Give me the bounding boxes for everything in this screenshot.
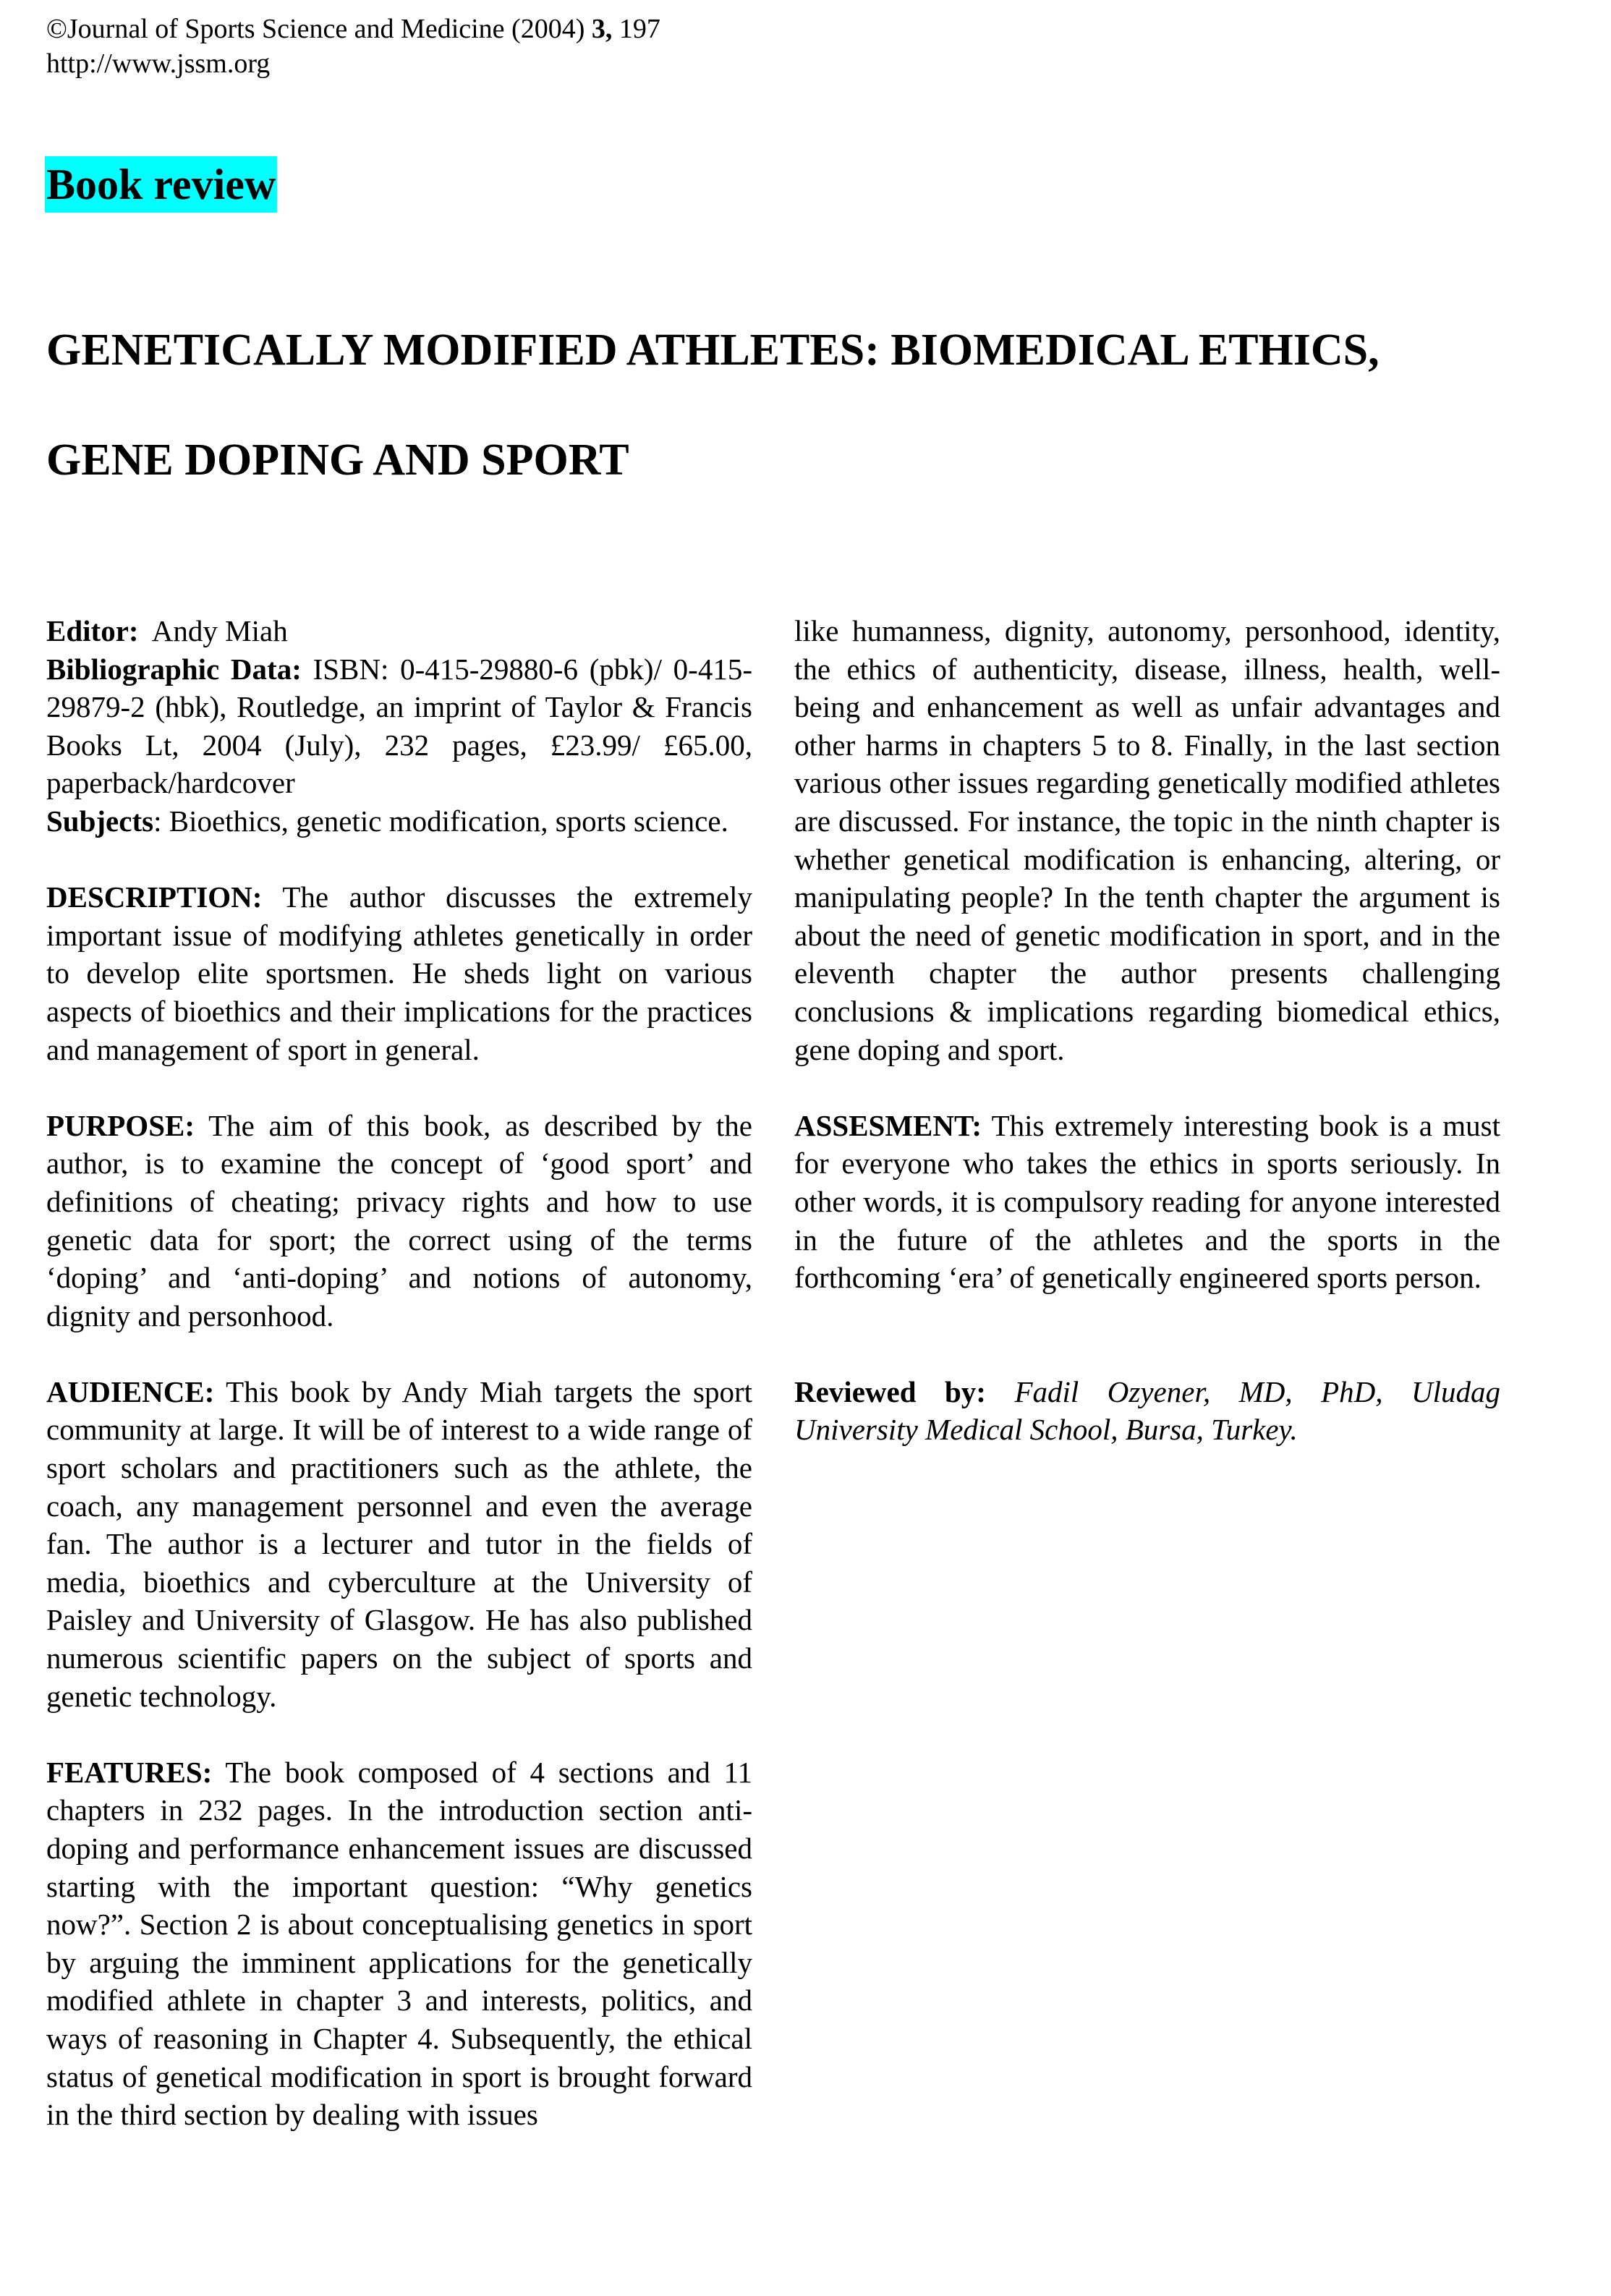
journal-header [46, 12, 660, 81]
purpose-text: The aim of this book, as described by the author, is to examine the concept of ‘good sport’ and definitions of cheating; privacy rights and how to use genetic data for sport; the correct using of the terms ‘doping’ and ‘anti-doping’ and notions of autonomy, dignity and personhood. [46, 1108, 752, 1332]
subjects-line [46, 802, 752, 841]
article-title-line-2: GENE DOPING AND SPORT [46, 435, 629, 485]
journal-page: 197 [612, 14, 660, 44]
reviewer-details: Fadil Ozyener, MD, PhD, Uludag University Medical School, Bursa, Turkey. [794, 1374, 1501, 1447]
journal-citation-text: ©Journal of Sports Science and Medicine (2004) [46, 14, 592, 44]
bibliographic-label: Bibliographic Data: [46, 652, 302, 686]
description-label: DESCRIPTION: [46, 880, 263, 914]
audience-label: AUDIENCE: [46, 1374, 215, 1408]
journal-citation [46, 12, 660, 46]
features-paragraph [46, 1753, 752, 2134]
audience-paragraph [46, 1373, 752, 1715]
journal-volume: 3, [591, 14, 613, 44]
article-title-line-1: GENETICALLY MODIFIED ATHLETES: BIOMEDICAL ETHICS, [46, 326, 1380, 375]
description-paragraph [46, 878, 752, 1068]
right-column [794, 612, 1500, 1449]
reviewed-by-label: Reviewed by: [794, 1374, 986, 1408]
features-continued: like humanness, dignity, autonomy, personhood, identity, the ethics of authenticity, disease, illness, health, well-being and enhancement as well as unfair advantages and other harms in chapters 5 to 8. Finally, in the last section various other issues regarding genetically modified athletes are discussed. For instance, the topic in the ninth chapter is whether genetical modification is enhancing, altering, or manipulating people? In the tenth chapter the argument is about the need of genetic modification in sport, and in the eleventh chapter the author presents challenging conclusions & implications regarding biomedical ethics, gene doping and sport. [794, 614, 1500, 1066]
editor-value: Andy Miah [138, 614, 288, 647]
features-text: The book composed of 4 sections and 11 chapters in 232 pages. In the introduction section anti-doping and performance enhancement issues are discussed starting with the important question: “Why genetics now?”. Section 2 is about conceptualising genetics in sport by arguing the imminent applications for the genetically modified athlete in chapter 3 and interests, politics, and ways of reasoning in Chapter 4. Subsequently, the ethical status of genetical modification in sport is brought forward in the third section by dealing with issues [46, 1755, 752, 2132]
purpose-label: PURPOSE: [46, 1108, 195, 1142]
features-label: FEATURES: [46, 1755, 213, 1789]
bibliographic-data [46, 650, 752, 802]
section-label: Book review [45, 156, 277, 213]
audience-text: This book by Andy Miah targets the sport community at large. It will be of interest to a wide range of sport scholars and practitioners such as the athlete, the coach, any management personnel and even the average fan. The author is a lecturer and tutor in the fields of media, bioethics and cyberculture at the University of Paisley and University of Glasgow. He has also published numerous scientific papers on the subject of sports and genetic technology. [46, 1374, 752, 1713]
assessment-label: ASSESMENT: [794, 1108, 982, 1142]
bibliographic-value: ISBN: 0-415-29880-6 (pbk)/ 0-415-29879-2 (hbk), Routledge, an imprint of Taylor & Francis Books Lt, 2004 (July), 232 pages, £23.99/ £65.00, paperback/hardcover [46, 652, 752, 800]
purpose-paragraph [46, 1107, 752, 1335]
editor-label: Editor: [46, 614, 139, 647]
left-column [46, 612, 752, 2134]
subjects-label: Subjects [46, 804, 154, 838]
reviewed-by [794, 1373, 1500, 1449]
subjects-value: : Bioethics, genetic modification, sports science. [153, 804, 728, 838]
assessment-paragraph [794, 1107, 1500, 1297]
article-title [46, 295, 1565, 515]
journal-url[interactable]: http://www.jssm.org [46, 48, 271, 79]
editor-line [46, 612, 752, 650]
description-text: The author discusses the extremely important issue of modifying athletes genetically in order to develop elite sportsmen. He sheds light on various aspects of bioethics and their implications for the practices and management of sport in general. [46, 880, 752, 1066]
assessment-text: This extremely interesting book is a must for everyone who takes the ethics in sports seriously. In other words, it is compulsory reading for anyone interested in the future of the athletes and the sports in the forthcoming ‘era’ of genetically engineered sports person. [794, 1108, 1500, 1295]
